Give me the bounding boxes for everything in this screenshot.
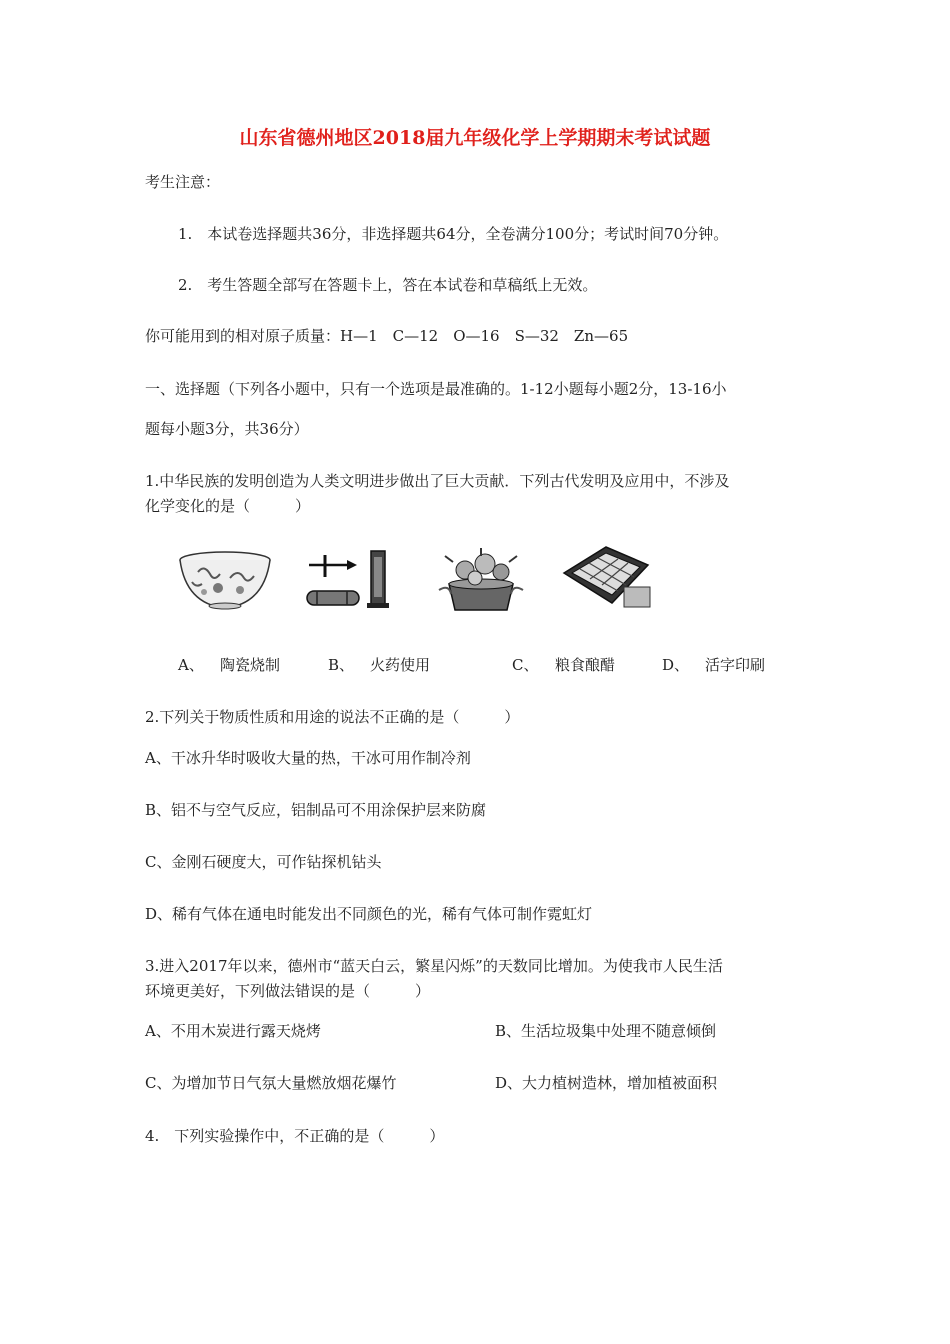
q3-option-d: D、大力植树造林，增加植被面积	[495, 1074, 718, 1092]
document-title: 山东省德州地区2018届九年级化学上学期期末考试试题	[239, 127, 711, 149]
q1-option-d-letter: D、	[662, 656, 690, 674]
q2-option-a: A、干冰升华时吸收大量的热，干冰可用作制冷剂	[145, 749, 471, 767]
gunpowder-rocket-icon	[303, 547, 391, 613]
notice-item-1: 1. 本试卷选择题共36分，非选择题共64分，全卷满分100分；考试时间70分钟。	[178, 225, 729, 243]
q1-stem-line-1: 1.中华民族的发明创造为人类文明进步做出了巨大贡献．下列古代发明及应用中，不涉及	[145, 472, 730, 490]
atomic-masses: 你可能用到的相对原子质量：H—1 C—12 O—16 S—32 Zn—65	[145, 327, 629, 345]
section-1-heading-line-1: 一、选择题（下列各小题中，只有一个选项是最准确的。1-12小题每小题2分，13-16小	[145, 380, 727, 398]
q1-option-a-letter: A、	[178, 656, 204, 674]
q1-option-d-text: 活字印刷	[705, 656, 766, 674]
notice-item-2: 2. 考生答题全部写在答题卡上，答在本试卷和草稿纸上无效。	[178, 276, 598, 294]
q3-stem-line-2: 环境更美好，下列做法错误的是（ ）	[145, 982, 431, 1000]
movable-type-icon	[560, 543, 652, 611]
vinegar-brewing-icon	[435, 546, 527, 614]
q1-stem-line-2: 化学变化的是（ ）	[145, 497, 311, 515]
q3-stem-line-1: 3.进入2017年以来，德州市“蓝天白云，繁星闪烁”的天数同比增加。为使我市人民生活	[145, 957, 723, 975]
q3-option-a: A、不用木炭进行露天烧烤	[145, 1022, 321, 1040]
q2-option-d: D、稀有气体在通电时能发出不同颜色的光，稀有气体可制作霓虹灯	[145, 905, 593, 923]
q1-option-c-letter: C、	[512, 656, 539, 674]
q3-option-b: B、生活垃圾集中处理不随意倾倒	[495, 1022, 717, 1040]
q2-option-c: C、金刚石硬度大，可作钻探机钻头	[145, 853, 382, 871]
q4-stem: 4. 下列实验操作中，不正确的是（ ）	[145, 1127, 445, 1145]
q3-option-c: C、为增加节日气氛大量燃放烟花爆竹	[145, 1074, 397, 1092]
q1-option-b-letter: B、	[328, 656, 355, 674]
porcelain-bowl-icon	[178, 548, 272, 612]
q2-option-b: B、铝不与空气反应，铝制品可不用涂保护层来防腐	[145, 801, 487, 819]
q1-option-a-text: 陶瓷烧制	[220, 656, 281, 674]
q2-stem: 2.下列关于物质性质和用途的说法不正确的是（ ）	[145, 708, 520, 726]
q1-option-c-text: 粮食酿醋	[555, 656, 616, 674]
q1-option-b-text: 火药使用	[370, 656, 431, 674]
section-1-heading-line-2: 题每小题3分，共36分）	[145, 420, 309, 438]
notice-heading: 考生注意：	[145, 173, 221, 191]
